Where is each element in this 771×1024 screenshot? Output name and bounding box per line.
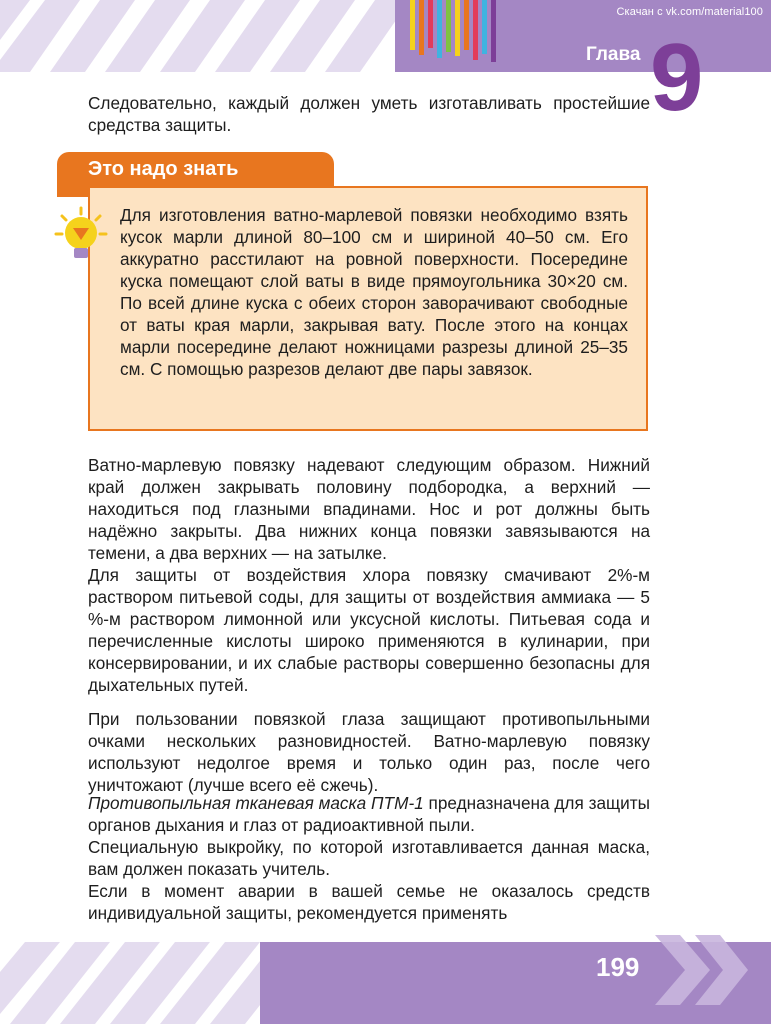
mask-description: предназначена для защиты органов дыхания и глаз от радиоактивной пыли. bbox=[88, 793, 650, 835]
paragraph-6-text: Если в момент аварии в вашей семье не оказалось средств индивидуальной защиты, рекомендуется применять bbox=[88, 881, 650, 923]
double-chevron-icon bbox=[650, 930, 750, 1010]
pencils-decoration bbox=[408, 0, 518, 62]
header-stripes bbox=[0, 0, 440, 72]
paragraph-5 bbox=[88, 836, 650, 880]
note-title: Это надо знать bbox=[88, 158, 239, 180]
mask-name: Противопыльная тканевая маска ПТМ-1 bbox=[88, 793, 424, 813]
lightbulb-icon bbox=[54, 206, 108, 262]
paragraph-1-text: Ватно-марлевую повязку надевают следующим образом. Нижний край должен закрывать половину подбородка, а верхний — находиться под глазными впадинами. Нос и рот должны быть надёжно закрыты. Два нижних конца повязки завязываются на темени, а два верхних — на затылке. bbox=[88, 455, 650, 563]
watermark: Скачан с vk.com/material100 bbox=[616, 6, 763, 18]
chapter-number: 9 bbox=[650, 24, 704, 131]
paragraph-5-text: Специальную выкройку, по которой изготавливается данная маска, вам должен показать учитель. bbox=[88, 837, 650, 879]
page-number: 199 bbox=[596, 952, 640, 982]
intro-paragraph: Следовательно, каждый должен уметь изготавливать простейшие средства защиты. bbox=[88, 93, 650, 135]
paragraph-3-text: При пользовании повязкой глаза защищают противопыльными очками нескольких разновидностей. Ватно-марлевую повязку используют недолгое время и только один раз, после чего уничтожают (лучше всего её сжечь). bbox=[88, 709, 650, 795]
paragraph-3 bbox=[88, 708, 650, 796]
paragraph-1 bbox=[88, 454, 650, 564]
paragraph-2 bbox=[88, 564, 650, 696]
paragraph-2-text: Для защиты от воздействия хлора повязку смачивают 2%-м раствором питьевой соды, для защиты от воздействия аммиака — 5 %-м раствором лимонной или уксусной кислоты. Питьевая сода и перечисленные кислоты широко применяются в кулинарии, при консервировании, и их слабые растворы совершенно безопасны для дыхательных путей. bbox=[88, 565, 650, 695]
note-text: Для изготовления ватно-марлевой повязки необходимо взять кусок марли длиной 80–100 см и шириной 40–50 см. Его аккуратно расстилают на ровной поверхности. Посередине куска помещают слой ваты в виде прямоугольника 30×20 см. По всей длине куска с обеих сторон заворачивают свободные от ваты края марли, закрывая вату. После этого на концах марли посередине делают ножницами разрезы длиной 25–35 см. С помощью разрезов делают две пары завязок. bbox=[120, 205, 628, 379]
chapter-label: Глава bbox=[586, 44, 641, 65]
paragraph-4 bbox=[88, 792, 650, 836]
paragraph-6 bbox=[88, 880, 650, 924]
